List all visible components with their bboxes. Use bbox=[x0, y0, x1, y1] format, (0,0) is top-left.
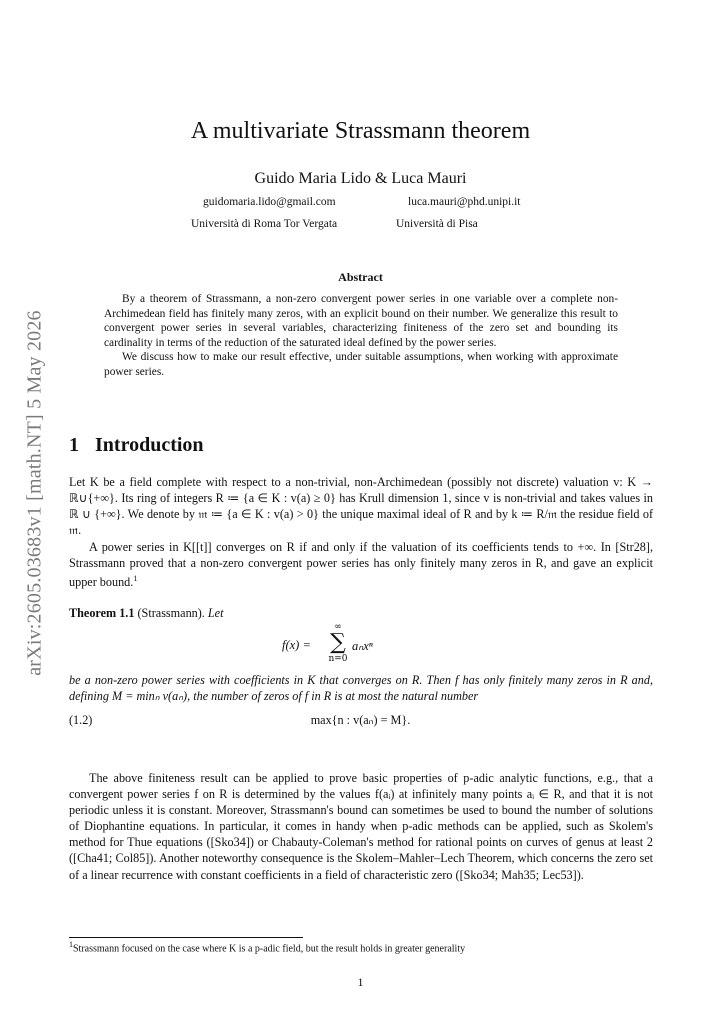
equation-label: (1.2) bbox=[69, 713, 93, 727]
footnote-ref[interactable]: 1 bbox=[133, 574, 138, 584]
abstract-paragraph-2: We discuss how to make our result effective, under suitable assumptions, when working with approximate power series. bbox=[104, 351, 618, 378]
section-heading bbox=[69, 434, 204, 457]
author2-email[interactable]: luca.mauri@phd.unipi.it bbox=[408, 196, 521, 208]
author1-email[interactable]: guidomaria.lido@gmail.com bbox=[203, 196, 336, 208]
footnote-mark: 1 bbox=[69, 940, 73, 949]
paper-authors: Guido Maria Lido & Luca Mauri bbox=[254, 170, 467, 187]
intro-paragraph-2: A power series in K[[t]] converges on R if and only if the valuation of its coefficients tends to +∞. In [Str28], Strassmann proved that a non-zero convergent power series has only finitely many zeros in R, and gave an explicit upper bound.$^1$ bbox=[69, 540, 653, 590]
intro-paragraph-3: The above finiteness result can be applied to prove basic properties of p-adic analytic functions, e.g., that a convergent power series f on R is determined by the values f(aᵢ) at infinitely many points aᵢ ∈ R, and that it is not periodic unless it is constant. Moreover, Strassmann's bound can sometimes be used to bound the number of solutions of Diophantine equations. In particular, it comes in handy when p-adic methods can be applied, such as Skolem's method for Thue equations ([Sko34]) or Chabauty-Coleman's method for rational points on curves of genus at least 2 ([Cha41; Col85]). Another noteworthy consequence is the Skolem–Mahler–Lech Theorem, which concerns the zero set of a linear recurrence with constant coefficients in a field of characteristic zero ([Sko34; Mah35; Lec53]). bbox=[69, 771, 653, 882]
author1-affiliation: Università di Roma Tor Vergata bbox=[191, 218, 338, 230]
summation-symbol: ∞ ∑ n=0 bbox=[328, 622, 348, 664]
abstract-heading: Abstract bbox=[338, 270, 383, 284]
equation-expression: max{n : v(aₙ) = M}. bbox=[310, 713, 411, 727]
abstract-paragraph-1: By a theorem of Strassmann, a non-zero convergent power series in one variable over a complete non-Archimedean field has finitely many zeros, with an explicit bound on their number. We generalize this result to convergent power series in several variables, characterizing finiteness of the zero set and bounding its cardinality in terms of the reduction of the saturated ideal defined by the power series. bbox=[104, 293, 618, 349]
arxiv-identifier: arXiv:2605.03683v1 [math.NT] 5 May 2026 bbox=[23, 310, 46, 676]
theorem-label: Theorem 1.1 bbox=[69, 606, 135, 620]
theorem-body: be a non-zero power series with coefficients in K that converges on R. Then f has only finitely many zeros in R and, defining M = minₙ v(aₙ), the number of zeros of f in R is at most the natural number bbox=[69, 673, 653, 704]
arxiv-sidebar bbox=[20, 288, 50, 698]
formula-lhs: f(x) = bbox=[282, 638, 311, 652]
intro-paragraph-1: Let K be a field complete with respect to a non-trivial, non-Archimedean (possibly not discrete) valuation v: K → ℝ∪{+∞}. Its ring of integers R ≔ {a ∈ K : v(a) ≥ 0} has Krull dimension 1, since v is non-trivial and takes values in ℝ ∪ {+∞}. We denote by 𝔪 ≔ {a ∈ K : v(a) > 0} the unique maximal ideal of R and by k ≔ R/𝔪 the residue field of 𝔪. bbox=[69, 475, 653, 538]
theorem-name: (Strassmann). bbox=[137, 606, 205, 620]
theorem-lead: Let bbox=[207, 606, 224, 620]
footnote-divider bbox=[69, 937, 303, 938]
paper-title: A multivariate Strassmann theorem bbox=[190, 118, 531, 144]
footnote bbox=[69, 940, 653, 954]
section-title: Introduction bbox=[95, 434, 204, 456]
author2-affiliation: Università di Pisa bbox=[396, 218, 478, 230]
formula-rhs: aₙxⁿ bbox=[352, 639, 373, 653]
abstract bbox=[104, 292, 618, 380]
page-number: 1 bbox=[357, 975, 364, 989]
theorem-header bbox=[69, 606, 653, 621]
footnote-text: Strassmann focused on the case where K is a p-adic field, but the result holds in greater generality bbox=[73, 943, 466, 955]
section-number: 1 bbox=[69, 434, 79, 456]
